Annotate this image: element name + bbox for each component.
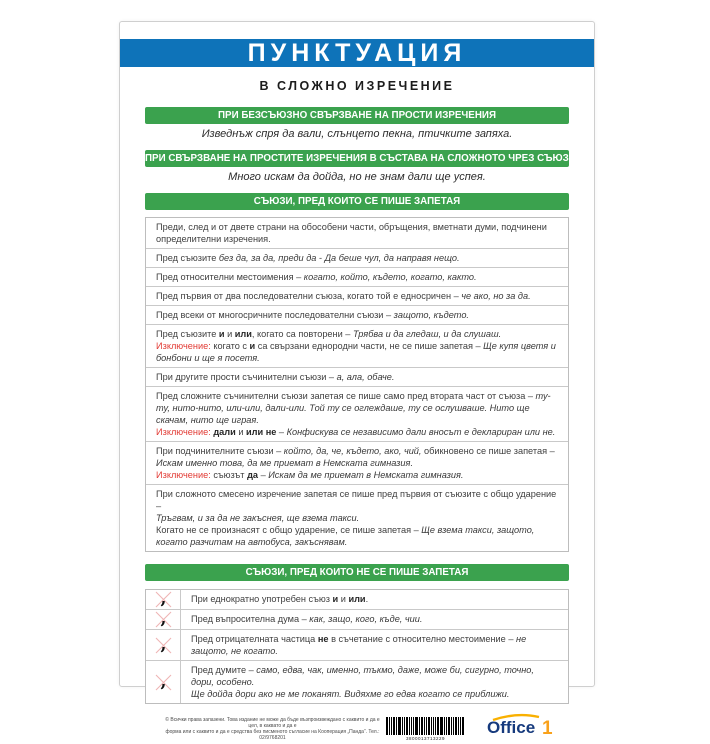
rule-text: При подчинителните съюзи – който, да, че, където, ако, чий, обикновено се пише запетая – Искам именно това, да ме приемат в Немската гимназия. Изключение: съюзът да – Искам да ме приемат в Немската гимназия.	[156, 446, 555, 480]
office1-logo	[485, 713, 567, 744]
example-sentence-1: Изведнъж спря да вали, слънцето пекна, птичките запяха.	[201, 128, 513, 140]
no-comma-icon	[154, 610, 173, 629]
poster-subtitle: В СЛОЖНО ИЗРЕЧЕНИЕ	[259, 79, 455, 93]
poster-title-bar	[120, 39, 594, 67]
table-row	[146, 325, 568, 368]
example-sentence-2: Много искам да дойда, но не знам дали ще успея.	[228, 171, 486, 183]
rule-text: При другите прости съчинителни съюзи – а, ала, обаче.	[156, 372, 395, 382]
rules-table-comma-written	[145, 217, 569, 552]
table-row	[146, 485, 568, 551]
poster-content	[145, 107, 576, 744]
rule-text: Преди, след и от двете страни на обособени части, обръщения, вметнати думи, подчинени определителни изречения.	[156, 222, 547, 244]
table-row	[146, 387, 568, 442]
barcode	[386, 717, 465, 741]
rule-text: Пред първия от два последователни съюза, когато той е едносричен – че ако, но за да.	[156, 291, 531, 301]
table-row	[146, 590, 568, 610]
copyright-line-1: © Всички права запазени. Това издание не може да бъде възпроизвеждано с каквито и да е цел, в каквато и да е	[165, 716, 380, 729]
no-comma-icon-cell	[146, 661, 181, 703]
rule-text: Пред всеки от многосричните последователни съюзи – защото, където.	[156, 310, 469, 320]
barcode-bars	[386, 717, 465, 735]
table-row	[146, 306, 568, 325]
logo-digit: 1	[542, 718, 553, 739]
rule-text: Пред въпросителна дума – как, защо, кого, къде, чии.	[191, 614, 423, 624]
rule-text: Пред думите – само, едва, чак, именно, тъкмо, даже, може би, сигурно, точно, дори, особено. Ще дойда дори ако не ме поканят. Видяхме го едва когато се приближи.	[191, 665, 534, 699]
no-comma-icon	[154, 673, 173, 692]
table-row	[146, 442, 568, 485]
no-comma-icon-cell	[146, 590, 181, 609]
table-row	[146, 630, 568, 661]
table-row	[146, 218, 568, 249]
rule-text: При сложното смесено изречение запетая се пише пред първия от съюзите с общо ударение – Тръгвам, и за да не закъснея, ще взема такси. Когато не се произнасят с общо ударение, се пише запетая – Ще взема такси, защото, когато разчитам на автобуса, закъснявам.	[156, 489, 557, 547]
footer	[145, 713, 569, 744]
svg-text:,: ,	[160, 634, 166, 654]
rule-text: Пред отрицателната частица не в съчетание с относително местоимение – не защото, не когато.	[191, 634, 527, 656]
rule-text: При еднократно употребен съюз и и или.	[191, 594, 369, 604]
poster-sheet	[119, 21, 595, 741]
no-comma-icon	[154, 590, 173, 609]
svg-text:,: ,	[160, 608, 166, 629]
table-row	[146, 610, 568, 630]
section-heading-comma-not-written: СЪЮЗИ, ПРЕД КОИТО НЕ СЕ ПИШЕ ЗАПЕТАЯ	[145, 564, 569, 581]
rules-table-comma-not-written	[145, 589, 569, 704]
poster-title: ПУНКТУАЦИЯ	[247, 39, 467, 67]
svg-text:,: ,	[160, 588, 166, 609]
office1-logo-graphic	[485, 713, 567, 739]
table-row	[146, 661, 568, 703]
no-comma-icon	[154, 636, 173, 655]
table-row	[146, 368, 568, 387]
no-comma-icon-cell	[146, 630, 181, 660]
section-heading-comma-written: СЪЮЗИ, ПРЕД КОИТО СЕ ПИШЕ ЗАПЕТАЯ	[145, 193, 569, 210]
table-row	[146, 249, 568, 268]
no-comma-icon-cell	[146, 610, 181, 629]
rule-text: Пред съюзите без да, за да, преди да - Да беше чул, да направя нещо.	[156, 253, 460, 263]
table-row	[146, 287, 568, 306]
table-row	[146, 268, 568, 287]
logo-word: Office	[487, 718, 536, 737]
svg-text:,: ,	[160, 671, 166, 691]
section-heading-conjunctions: ПРИ СВЪРЗВАНЕ НА ПРОСТИТЕ ИЗРЕЧЕНИЯ В СЪСТАВА НА СЛОЖНОТО ЧРЕЗ СЪЮЗИ	[145, 150, 569, 167]
rule-text: Пред сложните съчинителни съюзи запетая се пише само пред втората част от съюза – ту-ту, нито-нито, или-или, дали-или. Той ту се оглеждаше, ту се ослушваше. Нито ще скачам, нито ще играя. Изключение: дали и или не – Конфискува се независимо дали вносът е деклариран или не.	[156, 391, 556, 437]
barcode-number: 3800013713229	[405, 735, 446, 741]
rule-text: Пред съюзите и и или, когато са повторени – Трябва и да гледаш, и да слушаш. Изключение: когато с и са свързани еднородни части, не се пише запетая – Ще купя цветя и бонбони и ще я посетя.	[156, 329, 556, 363]
section-heading-asyndetic: ПРИ БЕЗСЪЮЗНО СВЪРЗВАНЕ НА ПРОСТИ ИЗРЕЧЕНИЯ	[145, 107, 569, 124]
copyright-text	[165, 717, 380, 741]
copyright-line-2: форма или с каквито и да е средства без писменото съгласие на Кооперация „Панда“. Тел.: 02/9768201	[165, 728, 380, 741]
rule-text: Пред относителни местоимения – когато, който, където, когато, както.	[156, 272, 477, 282]
